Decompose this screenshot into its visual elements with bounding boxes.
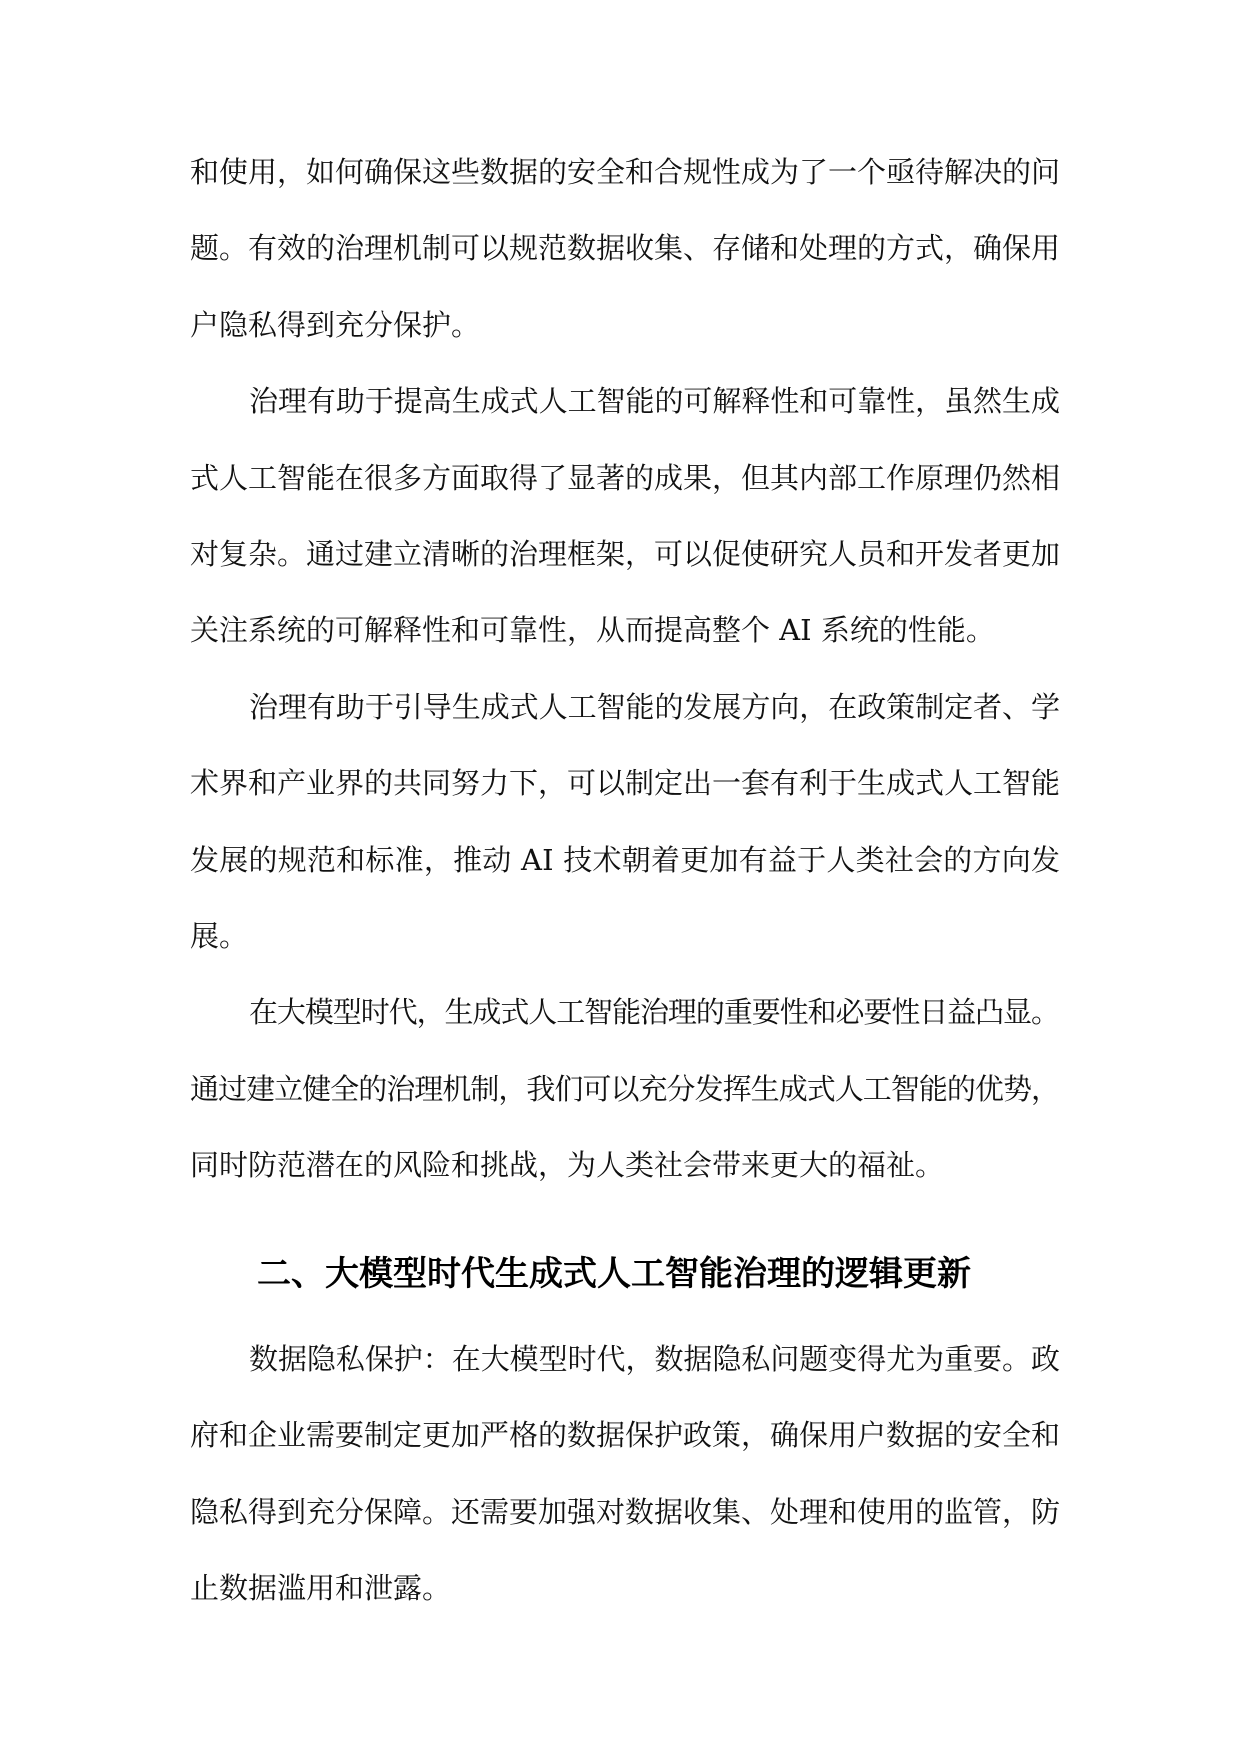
text-line: 术界和产业界的共同努力下，可以制定出一套有利于生成式人工智能 [190,766,1060,801]
text-line: 通过建立健全的治理机制，我们可以充分发挥生成式人工智能的优势， [190,1071,1060,1106]
body-paragraph [190,669,1060,975]
section-heading: 二、大模型时代生成式人工智能治理的逻辑更新 [257,1254,971,1295]
text-line: 治理有助于提高生成式人工智能的可解释性和可靠性，虽然生成 [249,384,1060,419]
text-line: 式人工智能在很多方面取得了显著的成果，但其内部工作原理仍然相 [190,460,1060,495]
text-line: 止数据滥用和泄露。 [190,1571,452,1606]
body-paragraph [190,1321,1060,1627]
text-line: 关注系统的可解释性和可靠性，从而提高整个 AI 系统的性能。 [190,613,995,648]
text-line: 数据隐私保护：在大模型时代，数据隐私问题变得尤为重要。政 [249,1341,1060,1376]
text-line: 在大模型时代，生成式人工智能治理的重要性和必要性日益凸显。 [249,995,1059,1030]
text-line: 同时防范潜在的风险和挑战，为人类社会带来更大的福祉。 [190,1148,945,1183]
text-line: 府和企业需要制定更加严格的数据保护政策，确保用户数据的安全和 [190,1418,1060,1453]
text-line: 对复杂。通过建立清晰的治理框架，可以促使研究人员和开发者更加 [190,536,1060,571]
body-paragraph [190,134,1060,363]
text-line: 和使用，如何确保这些数据的安全和合规性成为了一个亟待解决的问 [190,155,1060,189]
text-line: 发展的规范和标准，推动 AI 技术朝着更加有益于人类社会的方向发 [190,842,1061,877]
text-line: 展。 [190,918,249,953]
body-paragraph [190,363,1060,669]
document-body [190,134,1060,1626]
text-line: 题。有效的治理机制可以规范数据收集、存储和处理的方式，确保用 [190,231,1060,266]
text-line: 治理有助于引导生成式人工智能的发展方向，在政策制定者、学 [249,689,1060,724]
body-paragraph [190,974,1060,1203]
text-line: 户隐私得到充分保护。 [190,307,481,342]
text-line: 隐私得到充分保障。还需要加强对数据收集、处理和使用的监管，防 [190,1494,1060,1529]
